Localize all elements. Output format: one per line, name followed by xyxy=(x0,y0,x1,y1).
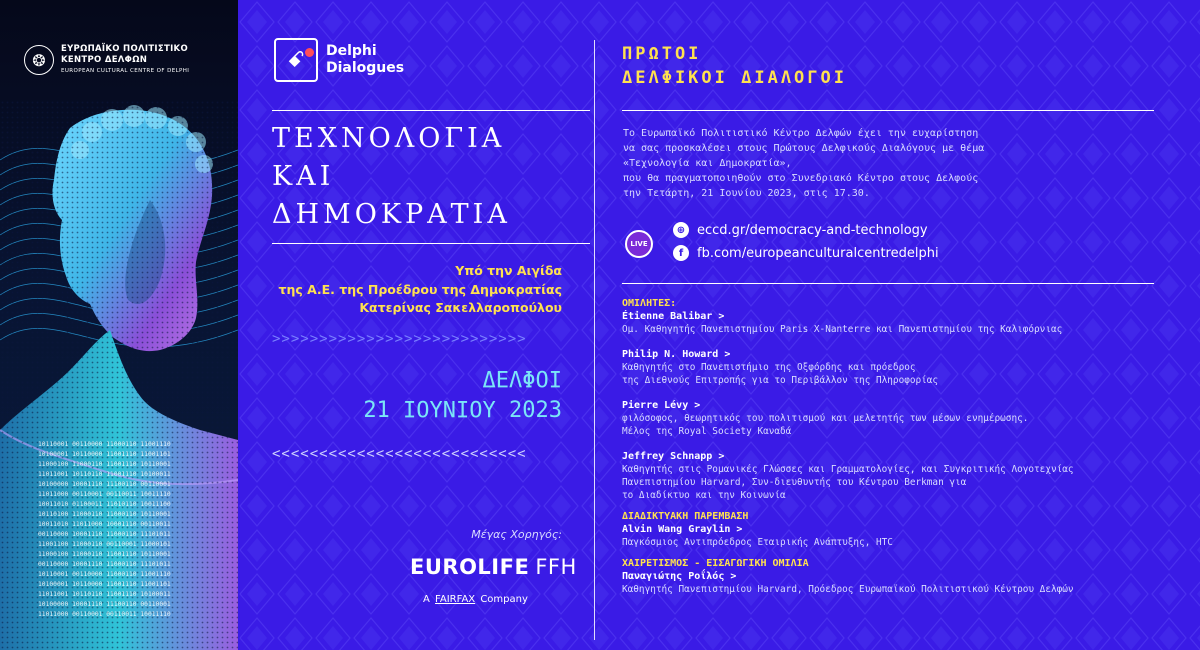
event-place: ΔΕΛΦΟΙ xyxy=(482,368,562,393)
website-link[interactable] xyxy=(673,222,928,238)
sponsor-logo-suffix: FFH xyxy=(535,555,577,579)
event-title-column xyxy=(238,0,594,650)
welcome-speaker-name: Παναγιώτης Ροΐλός > xyxy=(622,571,737,582)
welcome-heading: ΧΑΙΡΕΤΙΣΜΟΣ - ΕΙΣΑΓΩΓΙΚΗ ΟΜΙΛΙΑ xyxy=(622,558,809,569)
invite-line: που θα πραγματοποιηθούν στο Συνεδριακό Κέντρο στους Δελφούς xyxy=(623,173,979,184)
binary-line: 10100001 10110000 11001110 11001101 xyxy=(38,581,171,588)
binary-line: 10110001 00110000 11000110 11001110 xyxy=(38,571,171,578)
binary-line: 11011001 10110110 11001110 10100011 xyxy=(38,591,171,598)
invite-line: «Τεχνολογία και Δημοκρατία», xyxy=(623,158,792,169)
website-url[interactable]: eccd.gr/democracy-and-technology xyxy=(697,222,928,238)
right-divider-top xyxy=(622,110,1154,111)
speaker-desc: Καθηγητής στις Ρομανικές Γλώσσες και Γραμματολογίες, και Συγκριτικής Λογοτεχνίας xyxy=(622,464,1074,475)
online-speaker-desc: Παγκόσμιος Αντιπρόεδρος Εταιρικής Ανάπτυξης, HTC xyxy=(622,537,893,548)
sponsor-sub-brand: FAIRFAX xyxy=(435,594,476,605)
facebook-icon: f xyxy=(673,245,689,261)
org-name-en: EUROPEAN CULTURAL CENTRE OF DELPHI xyxy=(61,68,190,74)
speaker-name: Pierre Lévy > xyxy=(622,400,701,411)
patronage-line2: της Α.Ε. της Προέδρου της Δημοκρατίας xyxy=(278,281,562,297)
event-title-line2: ΚΑΙ xyxy=(272,161,335,192)
arrows-left-decoration: <<<<<<<<<<<<<<<<<<<<<<<<<<< xyxy=(272,446,527,462)
sponsor-sub-prefix: A xyxy=(423,594,430,605)
place-and-date xyxy=(363,366,562,426)
eccd-seal-icon: ❂ xyxy=(24,45,54,75)
binary-line: 11000100 11000110 11001110 10110001 xyxy=(38,551,171,558)
event-title-line1: ΤΕΧΝΟΛΟΓΙΑ xyxy=(272,123,506,154)
welcome-speaker-desc: Καθηγητής Πανεπιστημίου Harvard, Πρόεδρος Ευρωπαϊκού Πολιτιστικού Κέντρου Δελφών xyxy=(622,584,1074,595)
statue-image-panel xyxy=(0,0,238,650)
online-talk-heading: ΔΙΑΔΙΚΤΥΑΚΗ ΠΑΡΕΜΒΑΣΗ xyxy=(622,511,749,522)
right-title-line2: ΔΕΛΦΙΚΟΙ ΔΙΑΛΟΓΟΙ xyxy=(622,68,847,88)
event-title-line3: ΔΗΜΟΚΡΑΤΙΑ xyxy=(272,199,511,230)
delphi-dialogues-logo xyxy=(274,38,404,82)
sponsor-sub-suffix: Company xyxy=(480,594,528,605)
binary-line: 10011010 11011000 10001110 00110011 xyxy=(38,521,171,528)
event-title xyxy=(272,120,511,234)
delphi-dialogues-icon: ꗃ xyxy=(274,38,318,82)
speaker-desc: Πανεπιστημίου Harvard, Συν-διευθυντής του Κέντρου Berkman για xyxy=(622,477,967,488)
facebook-url[interactable]: fb.com/europeanculturalcentredelphi xyxy=(697,245,939,261)
org-name-gr-line2: ΚΕΝΤΡΟ ΔΕΛΦΩΝ xyxy=(61,55,148,65)
right-divider-bottom xyxy=(622,283,1154,284)
speakers-heading: ΟΜΙΛΗΤΕΣ: xyxy=(622,298,677,309)
binary-line: 11011000 00110001 00110011 10011110 xyxy=(38,491,171,498)
first-delphi-dialogues-title xyxy=(622,42,847,90)
binary-line: 00110000 10001110 11000110 11101011 xyxy=(38,531,171,538)
invite-line: την Τετάρτη, 21 Ιουνίου 2023, στις 17.30. xyxy=(623,188,870,199)
patronage-text xyxy=(279,262,562,318)
event-details-column xyxy=(595,0,1200,650)
sponsor-label: Μέγας Χορηγός: xyxy=(471,528,562,541)
speakers-list xyxy=(622,297,1197,596)
online-speaker-name: Alvin Wang Graylin > xyxy=(622,524,743,535)
binary-line: 00110000 10001110 11000110 11101011 xyxy=(38,561,171,568)
speaker-name: Philip N. Howard > xyxy=(622,349,731,360)
binary-code-overlay xyxy=(38,440,238,620)
arrows-right-decoration: >>>>>>>>>>>>>>>>>>>>>>>>>>> xyxy=(272,331,527,347)
right-title-line1: ΠΡΩΤΟΙ xyxy=(622,44,702,64)
speaker-desc: Μέλος της Royal Society Καναδά xyxy=(622,426,792,437)
speaker-desc: Ομ. Καθηγητής Πανεπιστημίου Paris X-Nanterre και Πανεπιστημίου της Καλιφόρνιας xyxy=(622,324,1063,335)
globe-icon: ⊕ xyxy=(673,222,689,238)
binary-line: 10110100 11000110 11000110 10110001 xyxy=(38,511,171,518)
patronage-line1: Υπό την Αιγίδα xyxy=(455,263,562,278)
live-badge: LIVE xyxy=(625,230,653,258)
speaker-name: Étienne Balibar > xyxy=(622,311,725,322)
binary-line: 10110001 00110000 11000110 11001110 xyxy=(38,441,171,448)
title-divider-top xyxy=(272,110,590,111)
facebook-link[interactable] xyxy=(673,245,939,261)
binary-line: 11000100 11000110 11001110 10110001 xyxy=(38,461,171,468)
binary-line: 11011001 10110110 11001110 10100011 xyxy=(38,471,171,478)
sponsor-subtitle xyxy=(423,594,528,605)
eccd-logo xyxy=(24,44,189,76)
event-date: 21 ΙΟΥΝΙΟΥ 2023 xyxy=(363,398,562,423)
brand-line2: Dialogues xyxy=(326,60,405,76)
title-divider-bottom xyxy=(272,243,590,244)
binary-line: 10100000 10001110 11100110 00110001 xyxy=(38,601,171,608)
org-name-gr-line1: ΕΥΡΩΠΑΪΚΟ ΠΟΛΙΤΙΣΤΙΚΟ xyxy=(61,44,188,54)
patronage-line3: Κατερίνας Σακελλαροπούλου xyxy=(359,300,562,315)
invitation-text xyxy=(623,126,1183,201)
invite-line: Το Ευρωπαϊκό Πολιτιστικό Κέντρο Δελφών έχει την ευχαρίστηση xyxy=(623,128,979,139)
speaker-desc: Καθηγητής στο Πανεπιστήμιο της Οξφόρδης και πρόεδρος xyxy=(622,362,916,373)
binary-line: 10100001 10110000 11001110 11001101 xyxy=(38,451,171,458)
binary-line: 10011010 01100011 11010110 10011100 xyxy=(38,501,171,508)
binary-line: 11011000 00110001 00110011 10011110 xyxy=(38,611,171,618)
speaker-desc: το Διαδίκτυο και την Κοινωνία xyxy=(622,490,786,501)
speaker-desc: φιλόσοφος, θεωρητικός του πολιτισμού και μελετητής των μέσων ενημέρωσης. xyxy=(622,413,1029,424)
binary-line: 11001100 11000110 00110001 11000101 xyxy=(38,541,171,548)
eye-icon xyxy=(305,48,314,57)
binary-line: 10100000 10001110 11100110 00110001 xyxy=(38,481,171,488)
eurolife-logo xyxy=(410,555,577,579)
brand-line1: Delphi xyxy=(326,43,377,59)
speaker-name: Jeffrey Schnapp > xyxy=(622,451,725,462)
speaker-desc: της Διεθνούς Επιτροπής για το Περιβάλλον της Πληροφορίας xyxy=(622,375,939,386)
invite-line: να σας προσκαλέσει στους Πρώτους Δελφικούς Διαλόγους με θέμα xyxy=(623,143,985,154)
sponsor-logo-main: EUROLIFE xyxy=(410,555,530,579)
